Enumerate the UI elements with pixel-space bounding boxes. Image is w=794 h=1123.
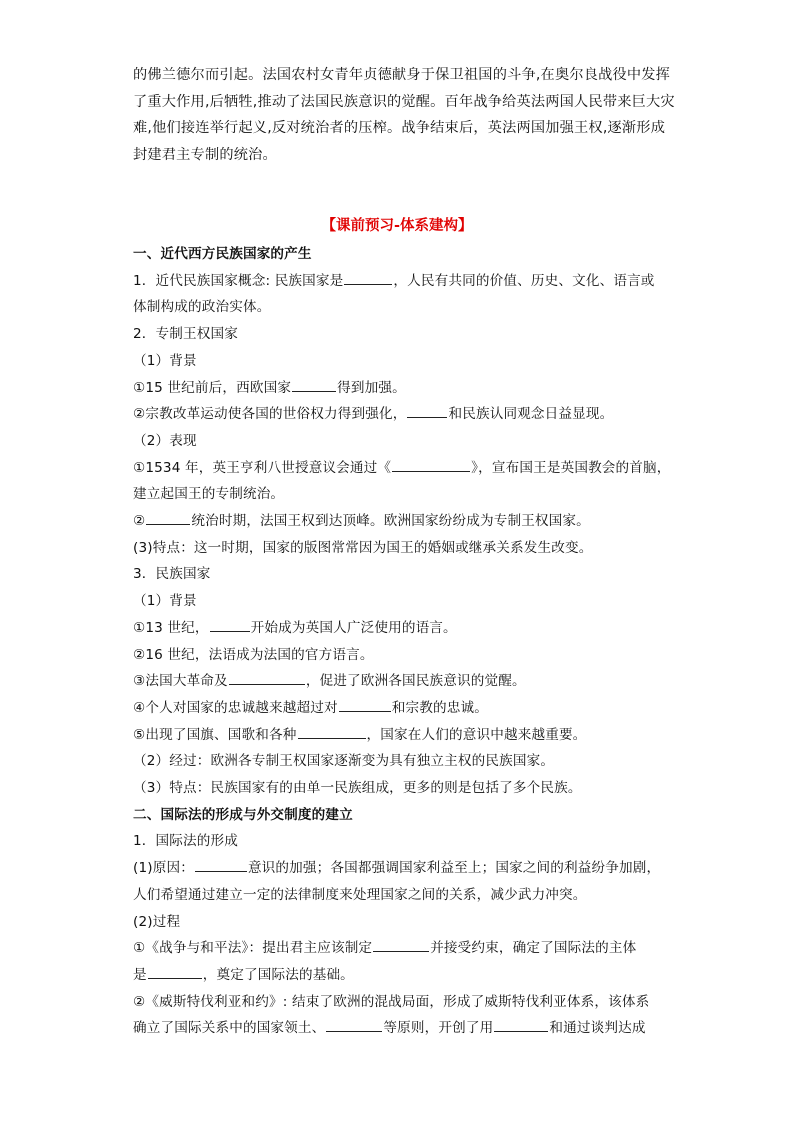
outline-line	[133, 588, 673, 615]
line-text: 3．民族国家	[133, 566, 211, 583]
line-text: 是	[133, 966, 147, 983]
intro-line: 的佛兰德尔而引起。法国农村女青年贞德献身于保卫祖国的斗争,在奥尔良战役中发挥	[133, 67, 671, 83]
line-text: 并接受约束，确定了国际法的主体	[430, 940, 637, 957]
line-text: （2）表现	[133, 432, 197, 449]
line-text: 统治时期，法国王权到达顶峰。欧洲国家纷纷成为专制王权国家。	[191, 513, 590, 530]
line-text: ，国家在人们的意识中越来越重要。	[366, 726, 587, 743]
line-text: ④个人对国家的忠诚越来越超过对	[133, 699, 338, 716]
fill-in-blank[interactable]	[229, 670, 305, 685]
line-text: ②宗教改革运动使各国的世俗权力得到强化，	[133, 406, 407, 423]
fill-in-blank[interactable]	[392, 457, 470, 472]
outline-line	[133, 855, 673, 882]
line-text: ①15 世纪前后，西欧国家	[133, 379, 292, 396]
outline-line	[133, 561, 673, 588]
line-text: 和宗教的忠诚。	[391, 699, 488, 716]
line-text: ⑤出现了国旗、国歌和各种	[133, 726, 297, 743]
line-text: 体制构成的政治实体。	[133, 299, 271, 316]
line-text: （3）特点：民族国家有的由单一民族组成，更多的则是包括了多个民族。	[133, 780, 582, 797]
outline-line	[133, 455, 673, 482]
line-text: ②	[133, 513, 146, 530]
fill-in-blank[interactable]	[292, 377, 336, 392]
line-text: ②《威斯特伐利亚和约》: 结束了欧洲的混战局面，形成了威斯特伐利亚体系，该体系	[133, 993, 650, 1010]
fill-in-blank[interactable]	[195, 857, 247, 872]
outline-line	[133, 268, 673, 295]
line-text: 意识的加强；各国都强调国家利益至上；国家之间的利益纷争加剧，	[247, 860, 661, 877]
line-text: 1．国际法的形成	[133, 833, 239, 850]
line-text: ，奠定了国际法的基础。	[202, 966, 354, 983]
outline-line	[133, 401, 673, 428]
outline-line	[133, 481, 673, 508]
line-text: 2．专制王权国家	[133, 326, 239, 343]
line-text: 得到加强。	[337, 379, 406, 396]
outline-line	[133, 989, 673, 1016]
section-heading	[133, 802, 673, 829]
fill-in-blank[interactable]	[298, 724, 366, 739]
line-text: 1．近代民族国家概念: 民族国家是	[133, 272, 344, 289]
outline-line	[133, 1015, 673, 1042]
outline-line	[133, 695, 673, 722]
line-text: ①《战争与和平法》：提出君主应该制定	[133, 940, 373, 957]
fill-in-blank[interactable]	[407, 403, 447, 418]
outline-line	[133, 962, 673, 989]
line-text: ，人民有共同的价值、历史、文化、语言或	[393, 272, 655, 289]
outline-line	[133, 294, 673, 321]
fill-in-blank[interactable]	[373, 937, 429, 952]
line-text: 一、近代西方民族国家的产生	[133, 246, 312, 262]
line-text: ，促进了欧洲各国民族意识的觉醒。	[305, 673, 526, 690]
fill-in-blank[interactable]	[146, 510, 190, 525]
line-text: （1）背景	[133, 352, 197, 369]
outline-body	[133, 241, 673, 1042]
outline-line	[133, 935, 673, 962]
outline-line	[133, 535, 673, 562]
section-heading	[133, 241, 673, 268]
line-text: ①1534 年，英王亨利八世授意议会通过《	[133, 459, 392, 476]
fill-in-blank[interactable]	[326, 1017, 382, 1032]
outline-line	[133, 722, 673, 749]
outline-line	[133, 748, 673, 775]
intro-line: 封建君主专制的统治。	[133, 146, 277, 163]
outline-line	[133, 668, 673, 695]
line-text: 和通过谈判达成	[549, 1020, 646, 1037]
outline-line	[133, 882, 673, 909]
fill-in-blank[interactable]	[344, 270, 392, 285]
line-text: 人们希望通过建立一定的法律制度来处理国家之间的关系，减少武力冲突。	[133, 886, 587, 903]
line-text: （2）经过：欧洲各专制王权国家逐渐变为具有独立主权的民族国家。	[133, 753, 555, 770]
line-text: ②16 世纪，法语成为法国的官方语言。	[133, 646, 374, 663]
outline-line	[133, 642, 673, 669]
outline-line	[133, 375, 673, 402]
line-text: (2)过程	[133, 913, 181, 930]
line-text: （1）背景	[133, 593, 197, 610]
outline-line	[133, 321, 673, 348]
line-text: ③法国大革命及	[133, 673, 228, 690]
outline-line	[133, 428, 673, 455]
outline-line	[133, 775, 673, 802]
fill-in-blank[interactable]	[210, 617, 250, 632]
outline-line	[133, 615, 673, 642]
intro-line: 了重大作用,后牺牲,推动了法国民族意识的觉醒。百年战争给英法两国人民带来巨大灾	[133, 93, 675, 110]
intro-line: 难,他们接连举行起义,反对统治者的压榨。战争结束后，英法两国加强王权,逐渐形成	[133, 120, 666, 136]
line-text: 等原则，开创了用	[383, 1020, 494, 1037]
outline-line	[133, 828, 673, 855]
line-text: (1)原因：	[133, 860, 194, 877]
fill-in-blank[interactable]	[494, 1017, 548, 1032]
fill-in-blank[interactable]	[148, 964, 202, 979]
line-text: 确立了国际关系中的国家领土、	[133, 1020, 326, 1037]
outline-line	[133, 348, 673, 375]
line-text: 二、国际法的形成与外交制度的建立	[133, 806, 353, 823]
line-text: 建立起国王的专制统治。	[133, 486, 285, 503]
outline-line	[133, 508, 673, 535]
outline-line	[133, 909, 673, 936]
section-title: 【课前预习-体系建构】	[321, 218, 473, 234]
line-text: 》，宣布国王是英国教会的首脑，	[471, 459, 671, 476]
intro-paragraph	[133, 62, 673, 168]
line-text: ①13 世纪，	[133, 619, 209, 636]
line-text: 开始成为英国人广泛使用的语言。	[250, 619, 457, 636]
line-text: (3)特点：这一时期，国家的版图常常因为国王的婚姻或继承关系发生改变。	[133, 539, 593, 556]
line-text: 和民族认同观念日益显现。	[448, 406, 614, 423]
fill-in-blank[interactable]	[339, 697, 391, 712]
